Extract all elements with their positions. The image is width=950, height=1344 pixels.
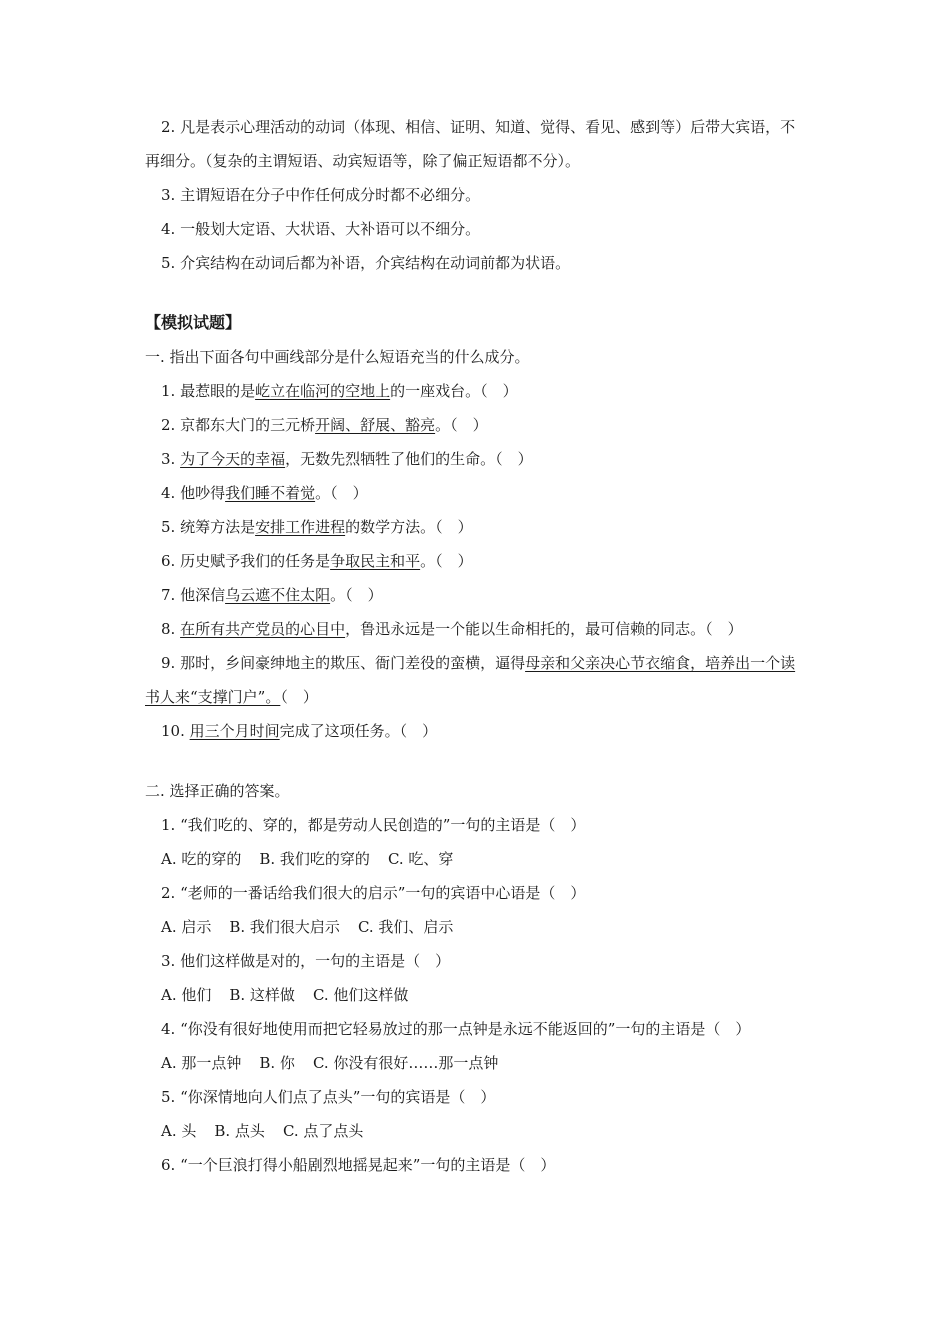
choice-question: 4. “你没有很好地使用而把它轻易放过的那一点钟是永远不能返回的”一句的主语是（ ） bbox=[161, 1020, 751, 1038]
answer-option: C. 你没有很好……那一点钟 bbox=[312, 1054, 499, 1072]
answer-option: B. 点头 bbox=[214, 1122, 265, 1140]
question-item bbox=[145, 408, 810, 442]
question-text: 6. 历史赋予我们的任务是 bbox=[161, 552, 331, 570]
rule-4: 4. 一般划大定语、大状语、大补语可以不细分。 bbox=[161, 220, 481, 238]
question-item bbox=[145, 510, 810, 544]
question-text: 7. 他深信 bbox=[161, 586, 226, 604]
rule-2: 2. 凡是表示心理活动的动词（体现、相信、证明、知道、觉得、看见、感到等）后带大宾语，不再细分。（复杂的主谓短语、动宾短语等，除了偏正短语都不分）。 bbox=[145, 118, 796, 170]
question-text: 5. 统筹方法是 bbox=[161, 518, 256, 536]
answer-options bbox=[145, 910, 810, 944]
question-item bbox=[145, 476, 810, 510]
question-text-tail: 的一座戏台。（ ） bbox=[390, 382, 518, 400]
choice-question: 2. “老师的一番话给我们很大的启示”一句的宾语中心语是（ ） bbox=[161, 884, 586, 902]
answer-option: A. 吃的穿的 bbox=[161, 850, 242, 868]
part2-title: 二. 选择正确的答案。 bbox=[145, 782, 290, 800]
question-text: 9. 那时，乡间豪绅地主的欺压、衙门差役的蛮横，逼得 bbox=[161, 654, 526, 672]
question-text-tail: 。（ ） bbox=[435, 416, 488, 434]
question-text-tail: 。（ ） bbox=[315, 484, 368, 502]
question-text: 4. 他吵得 bbox=[161, 484, 226, 502]
section-heading: 【模拟试题】 bbox=[145, 313, 242, 332]
question-text: 3. bbox=[161, 450, 181, 468]
question-text-tail: 。（ ） bbox=[330, 586, 383, 604]
underlined-phrase: 我们睡不着觉 bbox=[225, 484, 316, 502]
answer-option: A. 头 bbox=[161, 1122, 197, 1140]
answer-options bbox=[145, 1114, 810, 1148]
part2-list bbox=[145, 808, 810, 1182]
question-text: 2. 京都东大门的三元桥 bbox=[161, 416, 316, 434]
underlined-phrase: 开阔、舒展、豁亮 bbox=[315, 416, 436, 434]
underlined-phrase: 安排工作进程 bbox=[255, 518, 346, 536]
choice-question: 5. “你深情地向人们点了点头”一句的宾语是（ ） bbox=[161, 1088, 496, 1106]
answer-option: C. 我们、启示 bbox=[357, 918, 454, 936]
underlined-phrase: 母亲和父亲决心节衣缩食，培养出一个读书人来“支撑门户”。 bbox=[145, 654, 796, 706]
question-item bbox=[145, 578, 810, 612]
question-text-tail: 。（ ） bbox=[420, 552, 473, 570]
choice-question: 1. “我们吃的、穿的，都是劳动人民创造的”一句的主语是（ ） bbox=[161, 816, 586, 834]
answer-option: B. 我们很大启示 bbox=[229, 918, 340, 936]
underlined-phrase: 争取民主和平 bbox=[330, 552, 421, 570]
answer-options bbox=[145, 1046, 810, 1080]
question-item bbox=[145, 714, 810, 748]
answer-options bbox=[145, 978, 810, 1012]
answer-option: B. 我们吃的穿的 bbox=[259, 850, 370, 868]
question-text-tail: 的数学方法。（ ） bbox=[345, 518, 473, 536]
choice-question: 6. “一个巨浪打得小船剧烈地摇晃起来”一句的主语是（ ） bbox=[161, 1156, 556, 1174]
answer-option: C. 点了点头 bbox=[282, 1122, 364, 1140]
question-text-tail: ，无数先烈牺牲了他们的生命。（ ） bbox=[285, 450, 533, 468]
underlined-phrase: 为了今天的幸福 bbox=[180, 450, 286, 468]
answer-option: C. 吃、穿 bbox=[387, 850, 454, 868]
answer-options bbox=[145, 842, 810, 876]
document-content bbox=[145, 110, 810, 1182]
part1-list bbox=[145, 374, 810, 748]
underlined-phrase: 屹立在临河的空地上 bbox=[255, 382, 391, 400]
rule-5: 5. 介宾结构在动词后都为补语，介宾结构在动词前都为状语。 bbox=[161, 254, 571, 272]
answer-option: B. 你 bbox=[259, 1054, 295, 1072]
choice-question: 3. 他们这样做是对的，一句的主语是（ ） bbox=[161, 952, 451, 970]
answer-option: B. 这样做 bbox=[229, 986, 295, 1004]
question-item bbox=[145, 544, 810, 578]
answer-option: A. 那一点钟 bbox=[161, 1054, 242, 1072]
question-item bbox=[145, 374, 810, 408]
part1-title: 一. 指出下面各句中画线部分是什么短语充当的什么成分。 bbox=[145, 348, 530, 366]
rule-3: 3. 主谓短语在分子中作任何成分时都不必细分。 bbox=[161, 186, 481, 204]
answer-option: A. 他们 bbox=[161, 986, 212, 1004]
question-item bbox=[145, 646, 810, 714]
answer-option: C. 他们这样做 bbox=[312, 986, 409, 1004]
question-text-tail: ，鲁迅永远是一个能以生命相托的，最可信赖的同志。（ ） bbox=[345, 620, 743, 638]
answer-option: A. 启示 bbox=[161, 918, 212, 936]
underlined-phrase: 在所有共产党员的心目中 bbox=[180, 620, 346, 638]
question-text: 1. 最惹眼的是 bbox=[161, 382, 256, 400]
underlined-phrase: 乌云遮不住太阳 bbox=[225, 586, 331, 604]
question-text: 10. bbox=[161, 722, 190, 740]
question-text-tail: 完成了这项任务。（ ） bbox=[279, 722, 438, 740]
question-text-tail: （ ） bbox=[280, 688, 318, 706]
question-item bbox=[145, 612, 810, 646]
question-text: 8. bbox=[161, 620, 181, 638]
underlined-phrase: 用三个月时间 bbox=[189, 722, 280, 740]
question-item bbox=[145, 442, 810, 476]
